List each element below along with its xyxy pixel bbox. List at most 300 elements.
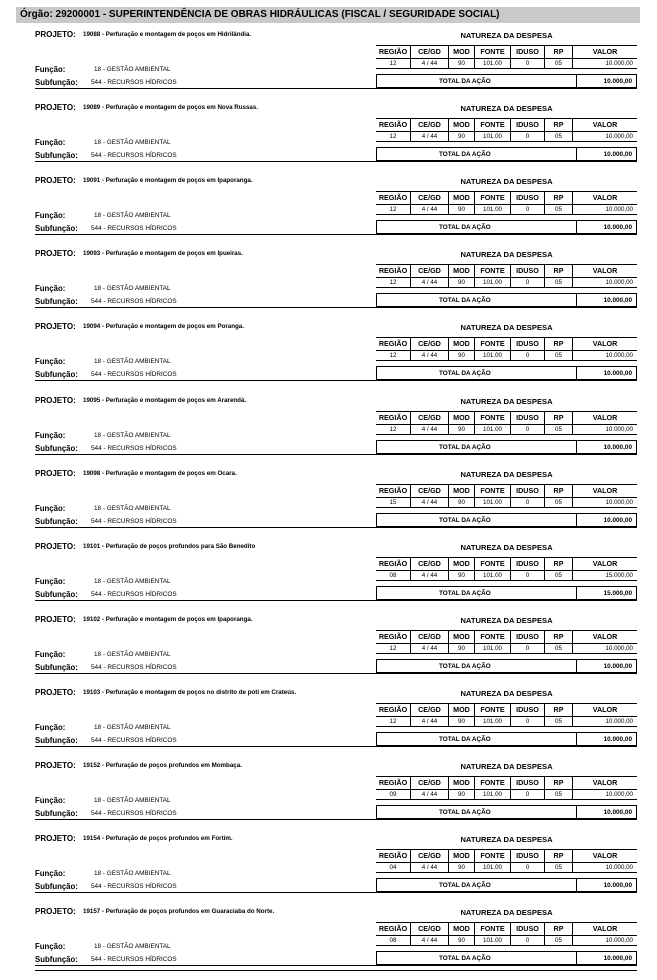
cell-rp: 05 xyxy=(544,863,572,872)
total-acao-box xyxy=(376,440,637,454)
cell-rp: 05 xyxy=(544,790,572,799)
total-acao-label: TOTAL DA AÇÃO xyxy=(439,78,491,85)
cell-fonte: 101.00 xyxy=(474,863,510,872)
cell-mod: 90 xyxy=(448,863,474,872)
cell-cegd: 4 / 44 xyxy=(410,644,448,653)
col-header-cegd: CE/GD xyxy=(410,338,448,350)
col-header-iduso: IDUSO xyxy=(510,338,544,350)
cell-fonte: 101.00 xyxy=(474,936,510,945)
project-block xyxy=(0,466,657,539)
separator-line xyxy=(35,673,637,674)
projeto-description: 19101 - Perfuração de poços profundos para São Benedito xyxy=(83,542,256,550)
project-block xyxy=(0,539,657,612)
cell-regiao: 09 xyxy=(389,791,397,798)
total-acao-label: TOTAL DA AÇÃO xyxy=(439,516,491,524)
col-header-cegd: CE/GD xyxy=(410,265,448,277)
cell-mod: 90 xyxy=(448,132,474,141)
projeto-description: 19098 - Perfuração e montagem de poços em Ocara. xyxy=(83,469,237,477)
cell-fonte: 101.00 xyxy=(474,425,510,434)
project-block xyxy=(0,831,657,904)
total-divider xyxy=(576,879,577,891)
cell-iduso: 0 xyxy=(510,571,544,580)
funcao-label: Função: xyxy=(35,576,66,586)
projeto-label: PROJETO: xyxy=(35,907,76,917)
total-divider xyxy=(576,952,577,964)
cell-cegd: 4 / 44 xyxy=(410,790,448,799)
total-acao-label: TOTAL DA AÇÃO xyxy=(439,151,491,159)
cell-iduso: 0 xyxy=(510,205,544,214)
funcao-label: Função: xyxy=(35,65,66,74)
funcao-value: 18 - GESTÃO AMBIENTAL xyxy=(94,943,171,951)
separator-line xyxy=(35,965,637,966)
total-divider xyxy=(576,148,577,160)
cell-mod: 90 xyxy=(448,59,474,68)
total-acao-value: 10.000,00 xyxy=(603,78,632,85)
cell-regiao: 12 xyxy=(389,133,397,141)
col-header-mod: MOD xyxy=(448,265,474,277)
separator-line xyxy=(35,527,637,528)
projeto-label: PROJETO: xyxy=(35,322,76,332)
subfuncao-label: Subfunção: xyxy=(35,78,78,87)
natureza-despesa-title: NATUREZA DA DESPESA xyxy=(460,31,553,40)
table-header-row xyxy=(376,45,637,59)
cell-fonte: 101.00 xyxy=(474,132,510,141)
total-divider xyxy=(576,441,577,453)
col-header-iduso: IDUSO xyxy=(510,485,544,497)
funcao-label: Função: xyxy=(35,430,66,440)
cell-fonte: 101.00 xyxy=(474,278,510,287)
cell-regiao: 12 xyxy=(389,717,397,725)
col-header-regiao: REGIÃO xyxy=(378,778,408,787)
total-acao-label: TOTAL DA AÇÃO xyxy=(439,589,491,597)
total-acao-value: 10.000,00 xyxy=(603,735,632,743)
total-acao-label: TOTAL DA AÇÃO xyxy=(439,662,491,670)
natureza-despesa-title: NATUREZA DA DESPESA xyxy=(460,835,553,845)
col-header-cegd: CE/GD xyxy=(410,777,448,789)
cell-fonte: 101.00 xyxy=(474,205,510,214)
col-header-fonte: FONTE xyxy=(474,485,510,497)
natureza-despesa-title: NATUREZA DA DESPESA xyxy=(460,323,553,333)
cell-iduso: 0 xyxy=(510,351,544,360)
total-acao-box xyxy=(376,951,637,965)
col-header-regiao: REGIÃO xyxy=(378,120,408,130)
col-header-mod: MOD xyxy=(448,119,474,131)
cell-iduso: 0 xyxy=(510,278,544,287)
subfuncao-value: 544 - RECURSOS HÍDRICOS xyxy=(91,736,177,744)
col-header-rp: RP xyxy=(544,192,572,204)
projeto-description: 19154 - Perfuração de poços profundos em Fortim. xyxy=(83,835,233,843)
col-header-mod: MOD xyxy=(448,704,474,716)
funcao-label: Função: xyxy=(35,284,66,294)
cell-valor: 10.000,00 xyxy=(572,790,637,799)
separator-line xyxy=(35,307,637,308)
col-header-mod: MOD xyxy=(448,46,474,58)
total-divider xyxy=(576,587,577,599)
total-acao-box xyxy=(376,74,637,88)
table-header-row xyxy=(376,557,637,571)
cell-rp: 05 xyxy=(544,717,572,726)
col-header-iduso: IDUSO xyxy=(510,704,544,716)
col-header-iduso: IDUSO xyxy=(510,119,544,131)
total-acao-value: 10.000,00 xyxy=(603,151,632,159)
subfuncao-label: Subfunção: xyxy=(35,955,78,965)
separator-line xyxy=(35,380,637,381)
table-header-row xyxy=(376,337,637,351)
project-block xyxy=(0,100,657,173)
subfuncao-label: Subfunção: xyxy=(35,882,78,892)
cell-iduso: 0 xyxy=(510,59,544,68)
col-header-valor: VALOR xyxy=(572,558,637,570)
cell-rp: 05 xyxy=(544,132,572,141)
table-row xyxy=(376,863,637,873)
funcao-label: Função: xyxy=(35,211,66,221)
col-header-valor: VALOR xyxy=(572,704,637,716)
project-block xyxy=(0,685,657,758)
table-row xyxy=(376,351,637,361)
page-end-line xyxy=(35,970,637,971)
projeto-description: 19102 - Perfuração e montagem de poços em Ipaporanga. xyxy=(83,615,253,623)
col-header-fonte: FONTE xyxy=(474,777,510,789)
cell-iduso: 0 xyxy=(510,425,544,434)
cell-regiao: 12 xyxy=(389,279,397,287)
cell-iduso: 0 xyxy=(510,863,544,872)
funcao-label: Função: xyxy=(35,942,66,952)
natureza-despesa-title: NATUREZA DA DESPESA xyxy=(460,250,553,260)
cell-rp: 05 xyxy=(544,571,572,580)
cell-valor: 15.000,00 xyxy=(572,571,637,580)
total-acao-label: TOTAL DA AÇÃO xyxy=(439,224,491,232)
col-header-valor: VALOR xyxy=(572,265,637,277)
table-header-row xyxy=(376,191,637,205)
col-header-regiao: REGIÃO xyxy=(378,266,408,276)
cell-iduso: 0 xyxy=(510,644,544,653)
col-header-valor: VALOR xyxy=(572,777,637,789)
cell-rp: 05 xyxy=(544,936,572,945)
table-row xyxy=(376,571,637,581)
col-header-fonte: FONTE xyxy=(474,923,510,935)
funcao-value: 18 - GESTÃO AMBIENTAL xyxy=(94,797,171,804)
subfuncao-value: 544 - RECURSOS HÍDRICOS xyxy=(91,883,177,891)
subfuncao-value: 544 - RECURSOS HÍDRICOS xyxy=(91,152,177,160)
total-acao-box xyxy=(376,805,637,819)
funcao-value: 18 - GESTÃO AMBIENTAL xyxy=(94,431,171,439)
separator-line xyxy=(35,819,637,820)
subfuncao-label: Subfunção: xyxy=(35,443,78,453)
funcao-label: Função: xyxy=(35,503,66,513)
table-row xyxy=(376,644,637,654)
subfuncao-label: Subfunção: xyxy=(35,297,78,307)
col-header-regiao: REGIÃO xyxy=(378,558,408,568)
subfuncao-value: 544 - RECURSOS HÍDRICOS xyxy=(91,225,177,233)
cell-fonte: 101.00 xyxy=(474,571,510,580)
project-block xyxy=(0,27,657,100)
table-header-row xyxy=(376,411,637,425)
total-acao-box xyxy=(376,659,637,673)
project-block xyxy=(0,393,657,466)
col-header-mod: MOD xyxy=(448,412,474,424)
col-header-regiao: REGIÃO xyxy=(378,193,408,203)
cell-valor: 10.000,00 xyxy=(572,205,637,214)
subfuncao-value: 544 - RECURSOS HÍDRICOS xyxy=(91,79,177,86)
projeto-description: 19088 - Perfuração e montagem de poços em Hidrilândia. xyxy=(83,31,252,38)
cell-fonte: 101.00 xyxy=(474,790,510,799)
cell-valor: 10.000,00 xyxy=(572,717,637,726)
col-header-mod: MOD xyxy=(448,485,474,497)
col-header-rp: RP xyxy=(544,119,572,131)
projeto-description: 19091 - Perfuração e montagem de poços em Ipaporanga. xyxy=(83,177,253,185)
col-header-mod: MOD xyxy=(448,192,474,204)
col-header-mod: MOD xyxy=(448,923,474,935)
col-header-fonte: FONTE xyxy=(474,558,510,570)
subfuncao-label: Subfunção: xyxy=(35,151,78,161)
cell-cegd: 4 / 44 xyxy=(410,351,448,360)
total-acao-box xyxy=(376,147,637,161)
separator-line xyxy=(35,600,637,601)
cell-rp: 05 xyxy=(544,644,572,653)
table-row xyxy=(376,278,637,288)
subfuncao-label: Subfunção: xyxy=(35,224,78,234)
funcao-label: Função: xyxy=(35,796,66,805)
table-row xyxy=(376,790,637,800)
col-header-regiao: REGIÃO xyxy=(378,485,408,495)
col-header-fonte: FONTE xyxy=(474,338,510,350)
funcao-label: Função: xyxy=(35,138,66,148)
col-header-iduso: IDUSO xyxy=(510,192,544,204)
col-header-regiao: REGIÃO xyxy=(378,704,408,714)
funcao-value: 18 - GESTÃO AMBIENTAL xyxy=(94,577,171,585)
cell-iduso: 0 xyxy=(510,790,544,799)
natureza-despesa-title: NATUREZA DA DESPESA xyxy=(460,762,553,771)
cell-fonte: 101.00 xyxy=(474,717,510,726)
subfuncao-value: 544 - RECURSOS HÍDRICOS xyxy=(91,663,177,671)
funcao-value: 18 - GESTÃO AMBIENTAL xyxy=(94,870,171,878)
col-header-fonte: FONTE xyxy=(474,192,510,204)
cell-valor: 10.000,00 xyxy=(572,425,637,434)
table-header-row xyxy=(376,922,637,936)
total-acao-box xyxy=(376,732,637,746)
cell-rp: 05 xyxy=(544,425,572,434)
separator-line xyxy=(35,161,637,162)
table-header-row xyxy=(376,264,637,278)
col-header-valor: VALOR xyxy=(572,850,637,862)
project-block xyxy=(0,319,657,392)
total-divider xyxy=(576,221,577,233)
cell-regiao: 04 xyxy=(389,864,397,872)
col-header-fonte: FONTE xyxy=(474,704,510,716)
cell-rp: 05 xyxy=(544,205,572,214)
total-acao-label: TOTAL DA AÇÃO xyxy=(439,370,491,378)
projeto-label: PROJETO: xyxy=(35,834,76,844)
col-header-cegd: CE/GD xyxy=(410,704,448,716)
cell-regiao: 12 xyxy=(389,425,397,433)
total-acao-value: 10.000,00 xyxy=(603,809,632,816)
projeto-label: PROJETO: xyxy=(35,103,76,113)
total-acao-box xyxy=(376,220,637,234)
total-acao-value: 15.000,00 xyxy=(603,589,632,597)
cell-valor: 10.000,00 xyxy=(572,351,637,360)
col-header-valor: VALOR xyxy=(572,338,637,350)
natureza-despesa-title: NATUREZA DA DESPESA xyxy=(460,396,553,406)
total-acao-box xyxy=(376,878,637,892)
funcao-value: 18 - GESTÃO AMBIENTAL xyxy=(94,139,171,147)
col-header-iduso: IDUSO xyxy=(510,412,544,424)
table-row xyxy=(376,498,637,508)
total-acao-box xyxy=(376,513,637,527)
subfuncao-label: Subfunção: xyxy=(35,516,78,526)
cell-mod: 90 xyxy=(448,644,474,653)
col-header-fonte: FONTE xyxy=(474,412,510,424)
projeto-description: 19157 - Perfuração de poços profundos em Guaraciaba do Norte. xyxy=(83,908,275,916)
cell-valor: 10.000,00 xyxy=(572,644,637,653)
col-header-fonte: FONTE xyxy=(474,850,510,862)
projeto-description: 19089 - Perfuração e montagem de poços em Nova Russas. xyxy=(83,104,259,112)
cell-cegd: 4 / 44 xyxy=(410,717,448,726)
table-header-row xyxy=(376,849,637,863)
cell-rp: 05 xyxy=(544,498,572,507)
col-header-valor: VALOR xyxy=(572,192,637,204)
col-header-valor: VALOR xyxy=(572,485,637,497)
col-header-fonte: FONTE xyxy=(474,46,510,58)
separator-line xyxy=(35,454,637,455)
cell-mod: 90 xyxy=(448,717,474,726)
projeto-label: PROJETO: xyxy=(35,468,76,478)
total-acao-box xyxy=(376,366,637,380)
cell-iduso: 0 xyxy=(510,717,544,726)
subfuncao-label: Subfunção: xyxy=(35,589,78,599)
col-header-mod: MOD xyxy=(448,558,474,570)
table-row xyxy=(376,132,637,142)
cell-iduso: 0 xyxy=(510,132,544,141)
cell-cegd: 4 / 44 xyxy=(410,571,448,580)
projeto-label: PROJETO: xyxy=(35,249,76,259)
col-header-valor: VALOR xyxy=(572,412,637,424)
col-header-cegd: CE/GD xyxy=(410,850,448,862)
table-header-row xyxy=(376,630,637,644)
cell-valor: 10.000,00 xyxy=(572,863,637,872)
table-row xyxy=(376,59,637,69)
subfuncao-value: 544 - RECURSOS HÍDRICOS xyxy=(91,810,177,817)
total-divider xyxy=(576,75,577,87)
total-acao-label: TOTAL DA AÇÃO xyxy=(439,297,491,305)
cell-iduso: 0 xyxy=(510,936,544,945)
total-divider xyxy=(576,294,577,306)
cell-fonte: 101.00 xyxy=(474,644,510,653)
col-header-regiao: REGIÃO xyxy=(378,631,408,641)
col-header-valor: VALOR xyxy=(572,46,637,58)
col-header-fonte: FONTE xyxy=(474,265,510,277)
col-header-iduso: IDUSO xyxy=(510,631,544,643)
col-header-cegd: CE/GD xyxy=(410,631,448,643)
subfuncao-value: 544 - RECURSOS HÍDRICOS xyxy=(91,517,177,525)
col-header-cegd: CE/GD xyxy=(410,558,448,570)
natureza-despesa-title: NATUREZA DA DESPESA xyxy=(460,177,553,187)
col-header-mod: MOD xyxy=(448,631,474,643)
natureza-despesa-title: NATUREZA DA DESPESA xyxy=(460,615,553,625)
subfuncao-value: 544 - RECURSOS HÍDRICOS xyxy=(91,298,177,306)
cell-regiao: 12 xyxy=(389,206,397,214)
total-acao-value: 10.000,00 xyxy=(603,443,632,451)
col-header-regiao: REGIÃO xyxy=(378,412,408,422)
project-block xyxy=(0,173,657,246)
funcao-value: 18 - GESTÃO AMBIENTAL xyxy=(94,650,171,658)
col-header-rp: RP xyxy=(544,412,572,424)
cell-cegd: 4 / 44 xyxy=(410,863,448,872)
table-row xyxy=(376,205,637,215)
total-divider xyxy=(576,367,577,379)
funcao-value: 18 - GESTÃO AMBIENTAL xyxy=(94,504,171,512)
col-header-cegd: CE/GD xyxy=(410,412,448,424)
total-divider xyxy=(576,733,577,745)
cell-iduso: 0 xyxy=(510,498,544,507)
projeto-description: 19093 - Perfuração e montagem de poços em Ipueiras. xyxy=(83,250,243,258)
col-header-valor: VALOR xyxy=(572,119,637,131)
col-header-iduso: IDUSO xyxy=(510,265,544,277)
cell-regiao: 12 xyxy=(389,644,397,652)
total-acao-value: 10.000,00 xyxy=(603,516,632,524)
col-header-fonte: FONTE xyxy=(474,119,510,131)
funcao-value: 18 - GESTÃO AMBIENTAL xyxy=(94,285,171,293)
projeto-label: PROJETO: xyxy=(35,30,76,39)
cell-regiao: 12 xyxy=(389,352,397,360)
cell-fonte: 101.00 xyxy=(474,59,510,68)
separator-line xyxy=(35,746,637,747)
cell-mod: 90 xyxy=(448,425,474,434)
total-divider xyxy=(576,514,577,526)
col-header-mod: MOD xyxy=(448,850,474,862)
col-header-rp: RP xyxy=(544,485,572,497)
subfuncao-label: Subfunção: xyxy=(35,809,78,818)
col-header-rp: RP xyxy=(544,777,572,789)
cell-valor: 10.000,00 xyxy=(572,132,637,141)
total-divider xyxy=(576,806,577,818)
cell-regiao: 08 xyxy=(389,571,397,579)
natureza-despesa-title: NATUREZA DA DESPESA xyxy=(460,688,553,698)
subfuncao-label: Subfunção: xyxy=(35,662,78,672)
total-acao-label: TOTAL DA AÇÃO xyxy=(439,882,491,890)
col-header-rp: RP xyxy=(544,265,572,277)
projeto-label: PROJETO: xyxy=(35,541,76,551)
cell-cegd: 4 / 44 xyxy=(410,425,448,434)
total-divider xyxy=(576,660,577,672)
total-acao-value: 10.000,00 xyxy=(603,955,632,963)
total-acao-box xyxy=(376,586,637,600)
cell-regiao: 12 xyxy=(389,60,397,67)
total-acao-value: 10.000,00 xyxy=(603,662,632,670)
col-header-regiao: REGIÃO xyxy=(378,924,408,934)
funcao-label: Função: xyxy=(35,357,66,367)
table-header-row xyxy=(376,776,637,790)
funcao-value: 18 - GESTÃO AMBIENTAL xyxy=(94,66,171,73)
cell-valor: 10.000,00 xyxy=(572,59,637,68)
table-header-row xyxy=(376,484,637,498)
total-acao-value: 10.000,00 xyxy=(603,370,632,378)
projeto-label: PROJETO: xyxy=(35,761,76,770)
table-header-row xyxy=(376,703,637,717)
projeto-description: 19094 - Perfuração e montagem de poços em Poranga. xyxy=(83,323,244,331)
col-header-valor: VALOR xyxy=(572,923,637,935)
cell-mod: 90 xyxy=(448,936,474,945)
col-header-cegd: CE/GD xyxy=(410,485,448,497)
cell-regiao: 15 xyxy=(389,498,397,506)
col-header-rp: RP xyxy=(544,704,572,716)
separator-line xyxy=(35,234,637,235)
projeto-label: PROJETO: xyxy=(35,176,76,186)
subfuncao-label: Subfunção: xyxy=(35,370,78,380)
col-header-fonte: FONTE xyxy=(474,631,510,643)
cell-cegd: 4 / 44 xyxy=(410,205,448,214)
natureza-despesa-title: NATUREZA DA DESPESA xyxy=(460,469,553,479)
total-acao-label: TOTAL DA AÇÃO xyxy=(439,809,491,816)
